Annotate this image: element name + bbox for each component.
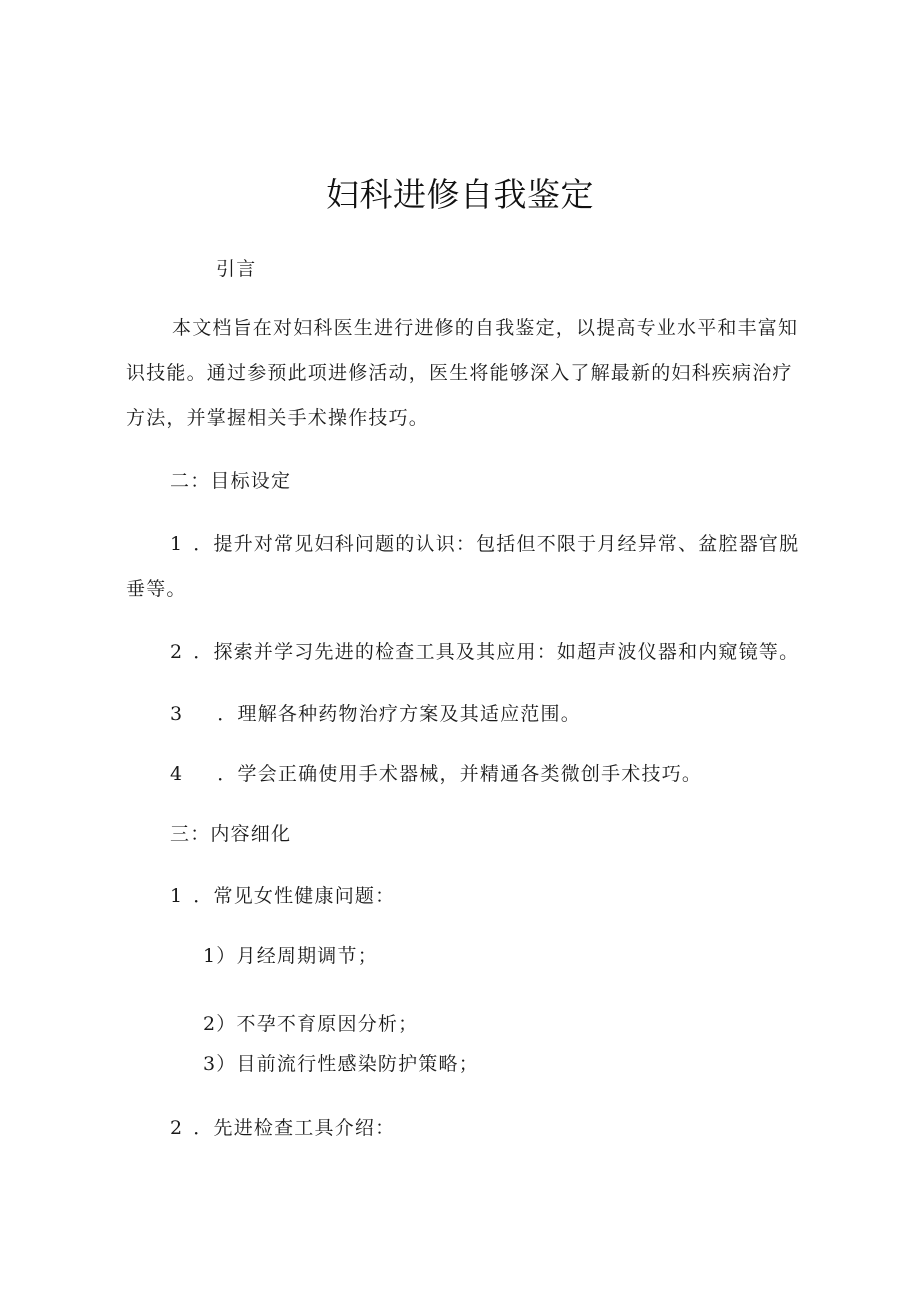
goal-2-text: ．探索并学习先进的检查工具及其应用：如超声波仪器和内窥镜等。 [193,641,800,663]
content-item-2-text: ．先进检查工具介绍： [193,1117,396,1139]
goal-1-line-1 [170,530,799,558]
sub-item-2: 2）不孕不育原因分析； [203,1013,419,1035]
content-item-1 [170,882,395,910]
intro-heading: 引言 [216,258,257,280]
sub-item-1: 1）月经周期调节； [203,945,378,967]
goal-4-text: ．学会正确使用手术器械，并精通各类微创手术技巧。 [217,763,703,785]
intro-line-2: 识技能。通过参预此项进修活动，医生将能够深入了解最新的妇科疾病治疗 [126,362,793,384]
goal-2-number: 2 [170,641,184,663]
content-item-2 [170,1114,395,1142]
intro-line-3: 方法，并掌握相关手术操作技巧。 [126,407,430,429]
goal-4 [170,760,702,788]
goal-1-text: ．提升对常见妇科问题的认识：包括但不限于月经异常、盆腔器官脱 [193,533,800,555]
content-item-1-number: 1 [170,885,184,907]
sub-item-3: 3）目前流行性感染防护策略； [203,1053,479,1075]
section-2-heading: 二：目标设定 [170,470,292,492]
goal-2 [170,638,799,666]
goal-1-line-2: 垂等。 [126,578,187,600]
goal-3 [170,700,581,728]
goal-3-number: 3 [170,703,184,725]
section-3-heading: 三：内容细化 [170,823,292,845]
content-item-2-number: 2 [170,1117,184,1139]
intro-line-1: 本文档旨在对妇科医生进行进修的自我鉴定，以提高专业水平和丰富知 [172,317,799,339]
document-title: 妇科进修自我鉴定 [326,175,594,214]
content-item-1-text: ．常见女性健康问题： [193,885,396,907]
goal-1-number: 1 [170,533,184,555]
goal-3-text: ．理解各种药物治疗方案及其适应范围。 [217,703,581,725]
goal-4-number: 4 [170,763,184,785]
